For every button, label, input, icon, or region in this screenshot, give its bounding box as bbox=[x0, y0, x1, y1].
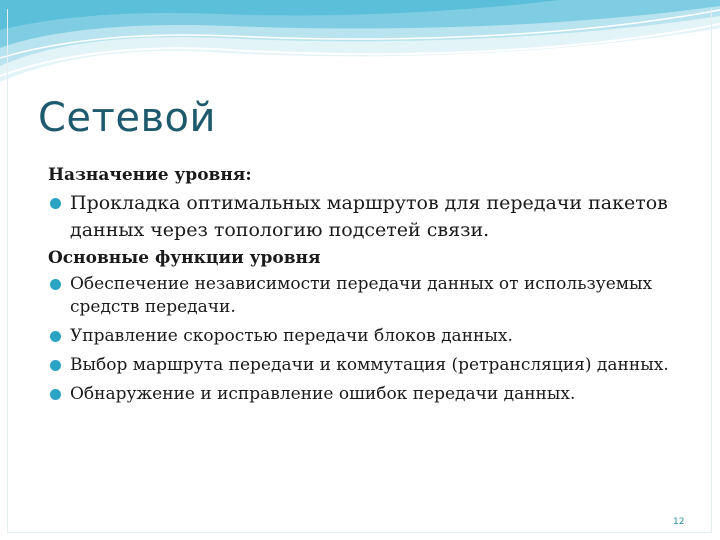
slide-content bbox=[48, 164, 688, 412]
list-item: Обнаружение и исправление ошибок передачи данных. bbox=[48, 383, 688, 406]
section-heading-functions: Основные функции уровня bbox=[48, 248, 321, 268]
list-item: Управление скоростью передачи блоков данных. bbox=[48, 325, 688, 348]
list-item: Обеспечение независимости передачи данных от используемых средств передачи. bbox=[48, 273, 688, 319]
list-item: Выбор маршрута передачи и коммутация (ретрансляция) данных. bbox=[48, 354, 688, 377]
page-number: 12 bbox=[673, 517, 685, 527]
bullet-dot-icon bbox=[50, 331, 61, 342]
bullet-dot-icon bbox=[50, 279, 61, 290]
list-item: Прокладка оптимальных маршрутов для передачи пакетов данных через топологию подсетей связи. bbox=[48, 190, 688, 244]
bullet-dot-icon bbox=[50, 389, 61, 400]
section-heading-purpose: Назначение уровня: bbox=[48, 165, 252, 185]
slide-title: Сетевой bbox=[38, 95, 216, 141]
bullet-dot-icon bbox=[50, 198, 61, 209]
bullet-dot-icon bbox=[50, 360, 61, 371]
